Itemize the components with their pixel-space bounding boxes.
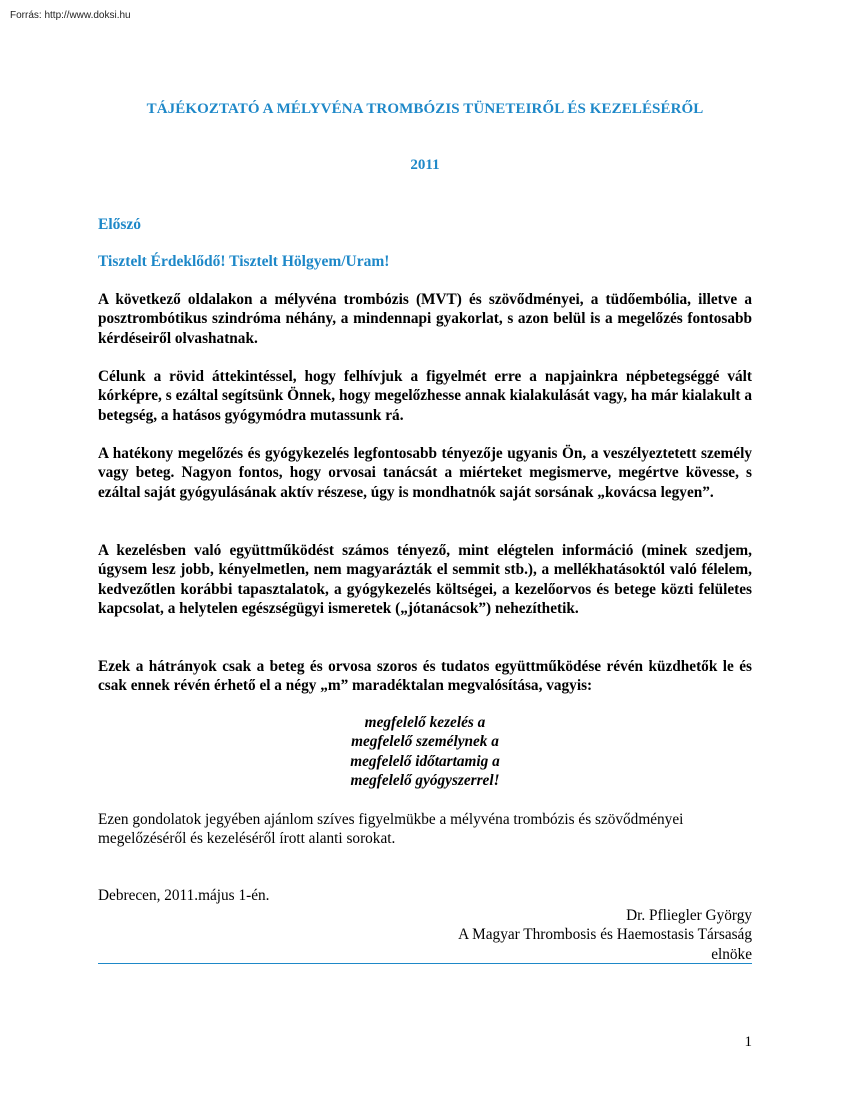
signature-block <box>458 906 752 964</box>
paragraph-key-factor: A hatékony megelőzés és gyógykezelés legfontosabb tényezője ugyanis Ön, a veszélyeztetett személy vagy beteg. Nagyon fontos, hogy orvosai tanácsát a miérteket megismerve, megértve kövesse, s ezáltal saját gyógyulásának aktív részese, úgy is mondhatnók saját sorsának „kovácsa legyen”. <box>98 445 752 501</box>
paragraph-cooperation: A kezelésben való együttműködést számos tényező, mint elégtelen információ (minek szedjem, úgysem lesz jobb, kényelmetlen, nem magyarázták el semmit stb.), a mellékhatásoktól való félelem, kedvezőtlen korábbi tapasztalatok, a gyógykezelés költségei, a kezelőorvos és betege közti felületes kapcsolat, a helytelen egészségügyi ismeretek („jótanácsok”) nehezíthetik. <box>98 542 752 617</box>
footer-divider <box>98 963 752 964</box>
motto-line: megfelelő személynek a <box>351 733 499 751</box>
motto-line: megfelelő időtartamig a <box>350 752 500 770</box>
closing-paragraph: Ezen gondolatok jegyében ajánlom szíves figyelmükbe a mélyvéna trombózis és szövődményei megelőzéséről és kezeléséről írott alanti sorokat. <box>98 811 684 848</box>
place-date: Debrecen, 2011.május 1-én. <box>98 887 270 904</box>
document-year: 2011 <box>410 157 440 173</box>
paragraph-intro: A következő oldalakon a mélyvéna trombózis (MVT) és szövődményei, a tüdőembólia, illetve a posztrombótikus szindróma néhány, a mindennapi gyakorlat, s azon belül is a megelőzés fontosabb kérdéseiről olvashatnak. <box>98 291 752 347</box>
section-heading: Előszó <box>98 216 142 233</box>
motto-line: megfelelő kezelés a <box>364 714 486 731</box>
signature-org: A Magyar Thrombosis és Haemostasis Társaság <box>458 926 752 944</box>
paragraph-four-m: Ezek a hátrányok csak a beteg és orvosa szoros és tudatos együttműködése révén küzdhetők le és csak ennek révén érhető el a négy „m” maradéktalan megvalósítása, vagyis: <box>98 658 752 695</box>
signature-name: Dr. Pfliegler György <box>626 907 752 924</box>
paragraph-goal: Célunk a rövid áttekintéssel, hogy felhívjuk a figyelmét erre a napjainkra népbetegséggé vált kórképre, s ezáltal segítsünk Önnek, hogy megelőzhesse annak kialakulását vagy, ha már kialakult a betegség, a hatásos gyógymódra mutassunk rá. <box>98 368 752 424</box>
four-m-motto <box>0 713 850 790</box>
document-title: TÁJÉKOZTATÓ A MÉLYVÉNA TROMBÓZIS TÜNETEIRŐL ÉS KEZELÉSÉRŐL <box>146 101 704 117</box>
page-number: 1 <box>744 1034 752 1050</box>
signature-role: elnöke <box>711 945 752 963</box>
source-url: Forrás: http://www.doksi.hu <box>10 10 131 21</box>
motto-line: megfelelő gyógyszerrel! <box>350 771 500 789</box>
greeting: Tisztelt Érdeklődő! Tisztelt Hölgyem/Uram! <box>98 253 390 270</box>
